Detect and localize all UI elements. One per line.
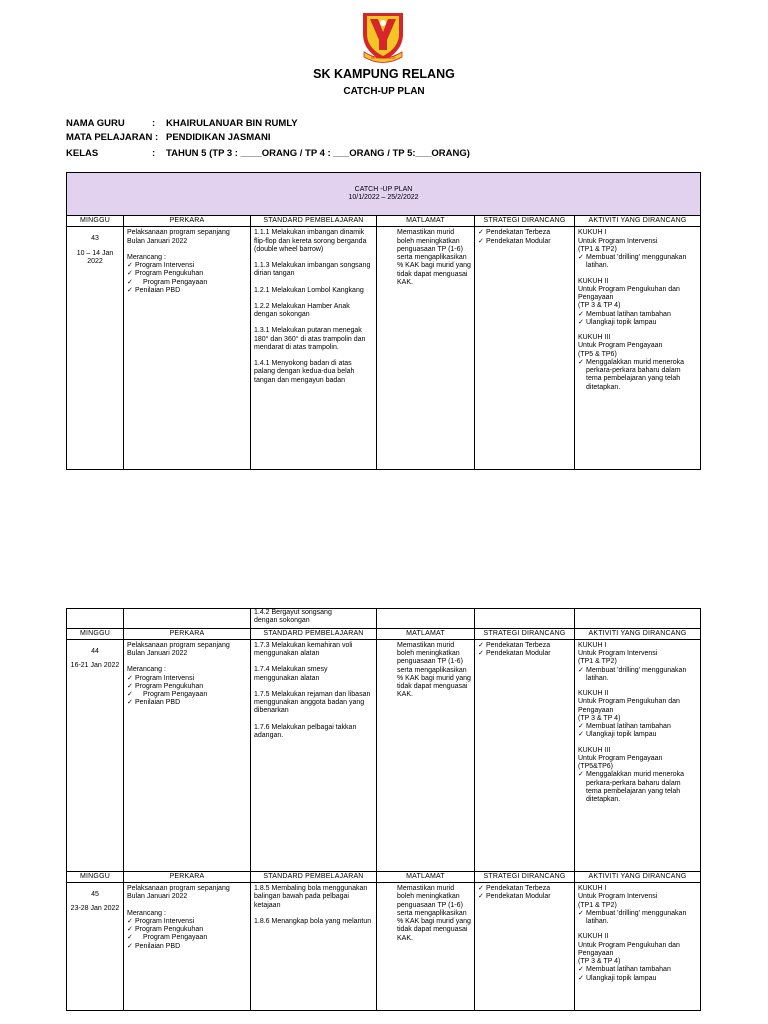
strategi-cell xyxy=(475,227,575,470)
school-name: SK KAMPUNG RELANG xyxy=(313,67,455,81)
carry-over-line: dengan sokongan xyxy=(254,617,310,625)
strategi-item: ✓ Pendekatan Modular xyxy=(478,893,571,901)
list-item: ✓ Penilaian PBD xyxy=(127,943,247,951)
kukuh-item: ✓ Membuat latihan tambahan xyxy=(578,311,697,319)
merancang-label: Merancang : xyxy=(127,253,166,261)
banner-title: CATCH -UP PLAN xyxy=(354,185,413,193)
matlamat-text: Memastikan murid boleh meningkatkan penguasaan TP (1-6) serta mengaplikasikan % KAK bagi murid yang tidak dapat menguasai KAK. xyxy=(397,229,471,286)
standard-item: 1.7.5 Melakukan rejaman dan libasan menggunakan anggota badan yang dibenarkan xyxy=(254,690,371,715)
kukuh-title: KUKUH II xyxy=(578,277,609,285)
kukuh1-block xyxy=(578,885,697,926)
aktiviti-cell xyxy=(575,883,701,1011)
matlamat-cell xyxy=(377,227,475,470)
week-cell xyxy=(67,227,124,470)
info-colon: : xyxy=(152,148,156,159)
header-row xyxy=(67,216,701,227)
strategi-cell xyxy=(475,639,575,871)
info-label: KELAS xyxy=(66,148,99,159)
week-number: 44 xyxy=(91,647,99,655)
aktiviti-cell xyxy=(575,639,701,871)
list-item: ✓ Program Pengukuhan xyxy=(127,270,247,278)
strategi-item: ✓ Pendekatan Terbeza xyxy=(478,229,571,237)
list-item-continuation: ✓ Program Pengayaan xyxy=(127,691,247,699)
col-header-strategi: STRATEGI DIRANCANG xyxy=(475,628,575,639)
matlamat-text: Memastikan murid boleh meningkatkan penguasaan TP (1-6) serta mengaplikasikan % KAK bagi murid yang tidak dapat menguasai KAK. xyxy=(397,641,471,699)
col-header-perkara: PERKARA xyxy=(124,628,251,639)
standard-item: 1.8.5 Membaling bola menggunakan balingan bawah pada pelbagai ketajaan xyxy=(254,885,368,909)
strategi-item: ✓ Pendekatan Modular xyxy=(478,650,571,658)
kukuh-tp: (TP5 & TP6) xyxy=(578,350,617,358)
kukuh-program: Untuk Program Pengukuhan dan Pengayaan xyxy=(578,941,680,957)
kukuh-title: KUKUH I xyxy=(578,229,607,237)
standard-item: 1.3.1 Melakukan putaran menegak 180° dan 360° di atas trampolin dan mendarat di atas trampolin. xyxy=(254,327,366,351)
col-header-minggu: MINGGU xyxy=(67,871,124,882)
standard-item: 1.7.4 Melakukan smesy menggunakan alatan xyxy=(254,666,328,682)
kukuh-title: KUKUH III xyxy=(578,334,611,341)
kukuh-tp: (TP1 & TP2) xyxy=(578,245,617,253)
kukuh-item: ✓ Membuat latihan tambahan xyxy=(578,966,697,974)
matlamat-cell xyxy=(377,883,475,1011)
col-header-aktiviti: AKTIVITI YANG DIRANCANG xyxy=(575,216,701,227)
standard-item: 1.2.1 Melakukan Lombol Kangkang xyxy=(254,286,364,294)
kukuh3-block xyxy=(578,334,697,392)
strategi-item: ✓ Pendekatan Terbeza xyxy=(478,642,571,650)
kukuh-item: ✓ Membuat 'drilling' menggunakan latihan. xyxy=(578,254,697,271)
kukuh-title: KUKUH II xyxy=(578,933,609,941)
kukuh-title: KUKUH I xyxy=(578,885,607,892)
list-item: ✓ Penilaian PBD xyxy=(127,287,247,295)
week-number: 43 xyxy=(91,235,99,243)
list-item: ✓ Program Intervensi xyxy=(127,918,247,926)
week-number: 45 xyxy=(91,891,99,898)
standard-item: 1.1.3 Melakukan imbangan songsang dirian tangan xyxy=(254,262,371,278)
list-item: ✓ Program Intervensi xyxy=(127,675,247,683)
standard-item: 1.7.3 Melakukan kemahiran voli menggunakan alatan xyxy=(254,641,353,657)
week-dates: 10 – 14 Jan 2022 xyxy=(76,249,114,265)
standard-item: 1.1.1 Melakukan imbangan dinamik flip-flop dan kereta sorong berganda (double wheel barrow) xyxy=(254,229,367,253)
col-header-strategi: STRATEGI DIRANCANG xyxy=(475,871,575,882)
week-cell xyxy=(67,883,124,1011)
school-crest-logo xyxy=(358,10,408,64)
perkara-cell xyxy=(124,639,251,871)
table-row xyxy=(67,883,701,1011)
week-cell xyxy=(67,639,124,871)
kukuh-item: ✓ Ulangkaji topik lampau xyxy=(578,319,697,327)
plan-table-week-44-45 xyxy=(66,608,701,1011)
kukuh-item: ✓ Ulangkaji topik lampau xyxy=(578,975,697,983)
plan-table-week-43 xyxy=(66,172,701,470)
logo-text: SK KG RELANG xyxy=(370,56,396,60)
table-row xyxy=(67,227,701,470)
info-colon: : xyxy=(152,118,156,129)
carry-over-row xyxy=(67,609,701,629)
kukuh-tp: (TP5&TP6) xyxy=(578,763,614,770)
kukuh-program: Untuk Program Pengayaan xyxy=(578,342,663,350)
merancang-label: Merancang : xyxy=(127,909,166,917)
standard-cell xyxy=(251,227,377,470)
plan-list xyxy=(127,675,247,708)
perkara-cell xyxy=(124,227,251,470)
col-header-aktiviti: AKTIVITI YANG DIRANCANG xyxy=(575,628,701,639)
col-header-matlamat: MATLAMAT xyxy=(377,216,475,227)
list-item: ✓ Program Pengukuhan xyxy=(127,683,247,691)
perkara-cell xyxy=(124,883,251,1011)
kukuh2-block xyxy=(578,690,697,740)
kukuh-item: ✓ Menggalakkan murid meneroka perkara-perkara baharu dalam tema pembelajaran yang telah ditetapkan. xyxy=(578,359,697,392)
perkara-intro: Pelaksanaan program sepanjang Bulan Januari 2022 xyxy=(127,885,230,901)
col-header-strategi: STRATEGI DIRANCANG xyxy=(475,216,575,227)
merancang-label: Merancang : xyxy=(127,666,166,674)
col-header-matlamat: MATLAMAT xyxy=(377,871,475,882)
kukuh-tp: (TP 3 & TP 4) xyxy=(578,958,621,965)
kukuh-tp: (TP 3 & TP 4) xyxy=(578,302,621,310)
carry-over-line: 1.4.2 Bergayut songsang xyxy=(254,609,332,616)
standard-item: 1.8.6 Menangkap bola yang melantun xyxy=(254,917,372,925)
strategi-item: ✓ Pendekatan Terbeza xyxy=(478,885,571,893)
kukuh-program: Untuk Program Pengukuhan dan Pengayaan xyxy=(578,285,680,301)
list-item: ✓ Program Intervensi xyxy=(127,262,247,270)
info-label: NAMA GURU xyxy=(66,118,125,129)
kukuh-tp: (TP1 & TP2) xyxy=(578,658,617,666)
plan-subtitle: CATCH-UP PLAN xyxy=(343,86,425,97)
kukuh-title: KUKUH I xyxy=(578,641,607,649)
header-row xyxy=(67,871,701,882)
kukuh-title: KUKUH II xyxy=(578,690,609,697)
plan-list xyxy=(127,262,247,295)
kukuh-title: KUKUH III xyxy=(578,746,611,754)
plan-list xyxy=(127,918,247,951)
kukuh1-block xyxy=(578,642,697,683)
table-row xyxy=(67,639,701,871)
perkara-intro: Pelaksanaan program sepanjang Bulan Januari 2022 xyxy=(127,641,230,657)
col-header-standard: STANDARD PEMBELAJARAN xyxy=(251,628,377,639)
standard-cell xyxy=(251,883,377,1011)
list-item: ✓ Penilaian PBD xyxy=(127,699,247,707)
standard-item: 1.2.2 Melakukan Hamber Anak dengan sokongan xyxy=(254,302,350,318)
perkara-intro: Pelaksanaan program sepanjang Bulan Januari 2022 xyxy=(127,229,230,245)
kukuh-program: Untuk Program Pengayaan xyxy=(578,754,663,762)
kukuh-item: ✓ Membuat 'drilling' menggunakan latihan. xyxy=(578,910,697,927)
col-header-minggu: MINGGU xyxy=(67,628,124,639)
col-header-minggu: MINGGU xyxy=(67,216,124,227)
standard-cell xyxy=(251,639,377,871)
kukuh1-block xyxy=(578,229,697,270)
strategi-cell xyxy=(475,883,575,1011)
col-header-aktiviti: AKTIVITI YANG DIRANCANG xyxy=(575,871,701,882)
kukuh-item: ✓ Menggalakkan murid meneroka perkara-perkara baharu dalam tema pembelajaran yang telah ditetapkan. xyxy=(578,771,697,804)
list-item: ✓ Program Pengukuhan xyxy=(127,926,247,934)
kukuh-tp: (TP 3 & TP 4) xyxy=(578,714,621,722)
week-dates: 16-21 Jan 2022 xyxy=(70,662,120,669)
kukuh2-block xyxy=(578,278,697,328)
carry-over-cell xyxy=(251,609,377,629)
standard-item: 1.4.1 Menyokong badan di atas palang dengan kedua-dua belah tangan dan mengayun badan xyxy=(254,360,355,384)
week-dates: 23-28 Jan 2022 xyxy=(70,905,120,913)
col-header-matlamat: MATLAMAT xyxy=(377,628,475,639)
kukuh-program: Untuk Program Intervensi xyxy=(578,237,658,245)
standard-item: 1.7.6 Melakukan pelbagai takkan adangan. xyxy=(254,723,357,739)
kukuh3-block xyxy=(578,747,697,805)
kukuh-item: ✓ Ulangkaji topik lampau xyxy=(578,731,697,739)
aktiviti-cell xyxy=(575,227,701,470)
banner-dates: 10/1/2022 – 25/2/2022 xyxy=(348,194,419,201)
list-item-continuation: ✓ Program Pengayaan xyxy=(127,279,247,287)
matlamat-cell xyxy=(377,639,475,871)
info-value: PENDIDIKAN JASMANI xyxy=(166,132,271,143)
info-label: MATA PELAJARAN : xyxy=(66,132,159,143)
kukuh-tp: (TP1 & TP2) xyxy=(578,901,617,909)
matlamat-text: Memastikan murid boleh meningkatkan penguasaan TP (1-6) serta mengaplikasikan % KAK bagi murid yang tidak dapat menguasai KAK. xyxy=(397,885,471,942)
col-header-standard: STANDARD PEMBELAJARAN xyxy=(251,216,377,227)
col-header-standard: STANDARD PEMBELAJARAN xyxy=(251,871,377,882)
kukuh-program: Untuk Program Intervensi xyxy=(578,650,658,657)
kukuh-item: ✓ Membuat latihan tambahan xyxy=(578,723,697,731)
plan-banner xyxy=(67,173,701,216)
header-row xyxy=(67,628,701,639)
kukuh-program: Untuk Program Intervensi xyxy=(578,893,658,901)
col-header-perkara: PERKARA xyxy=(124,871,251,882)
kukuh-item: ✓ Membuat 'drilling' menggunakan latihan. xyxy=(578,667,697,684)
strategi-item: ✓ Pendekatan Modular xyxy=(478,238,571,246)
info-value: KHAIRULANUAR BIN RUMLY xyxy=(166,118,298,129)
kukuh-program: Untuk Program Pengukuhan dan Pengayaan xyxy=(578,698,680,714)
info-value: TAHUN 5 (TP 3 : ____ORANG / TP 4 : ___ORANG / TP 5:___ORANG) xyxy=(166,148,470,159)
col-header-perkara: PERKARA xyxy=(124,216,251,227)
kukuh2-block xyxy=(578,933,697,983)
list-item-continuation: ✓ Program Pengayaan xyxy=(127,934,247,942)
